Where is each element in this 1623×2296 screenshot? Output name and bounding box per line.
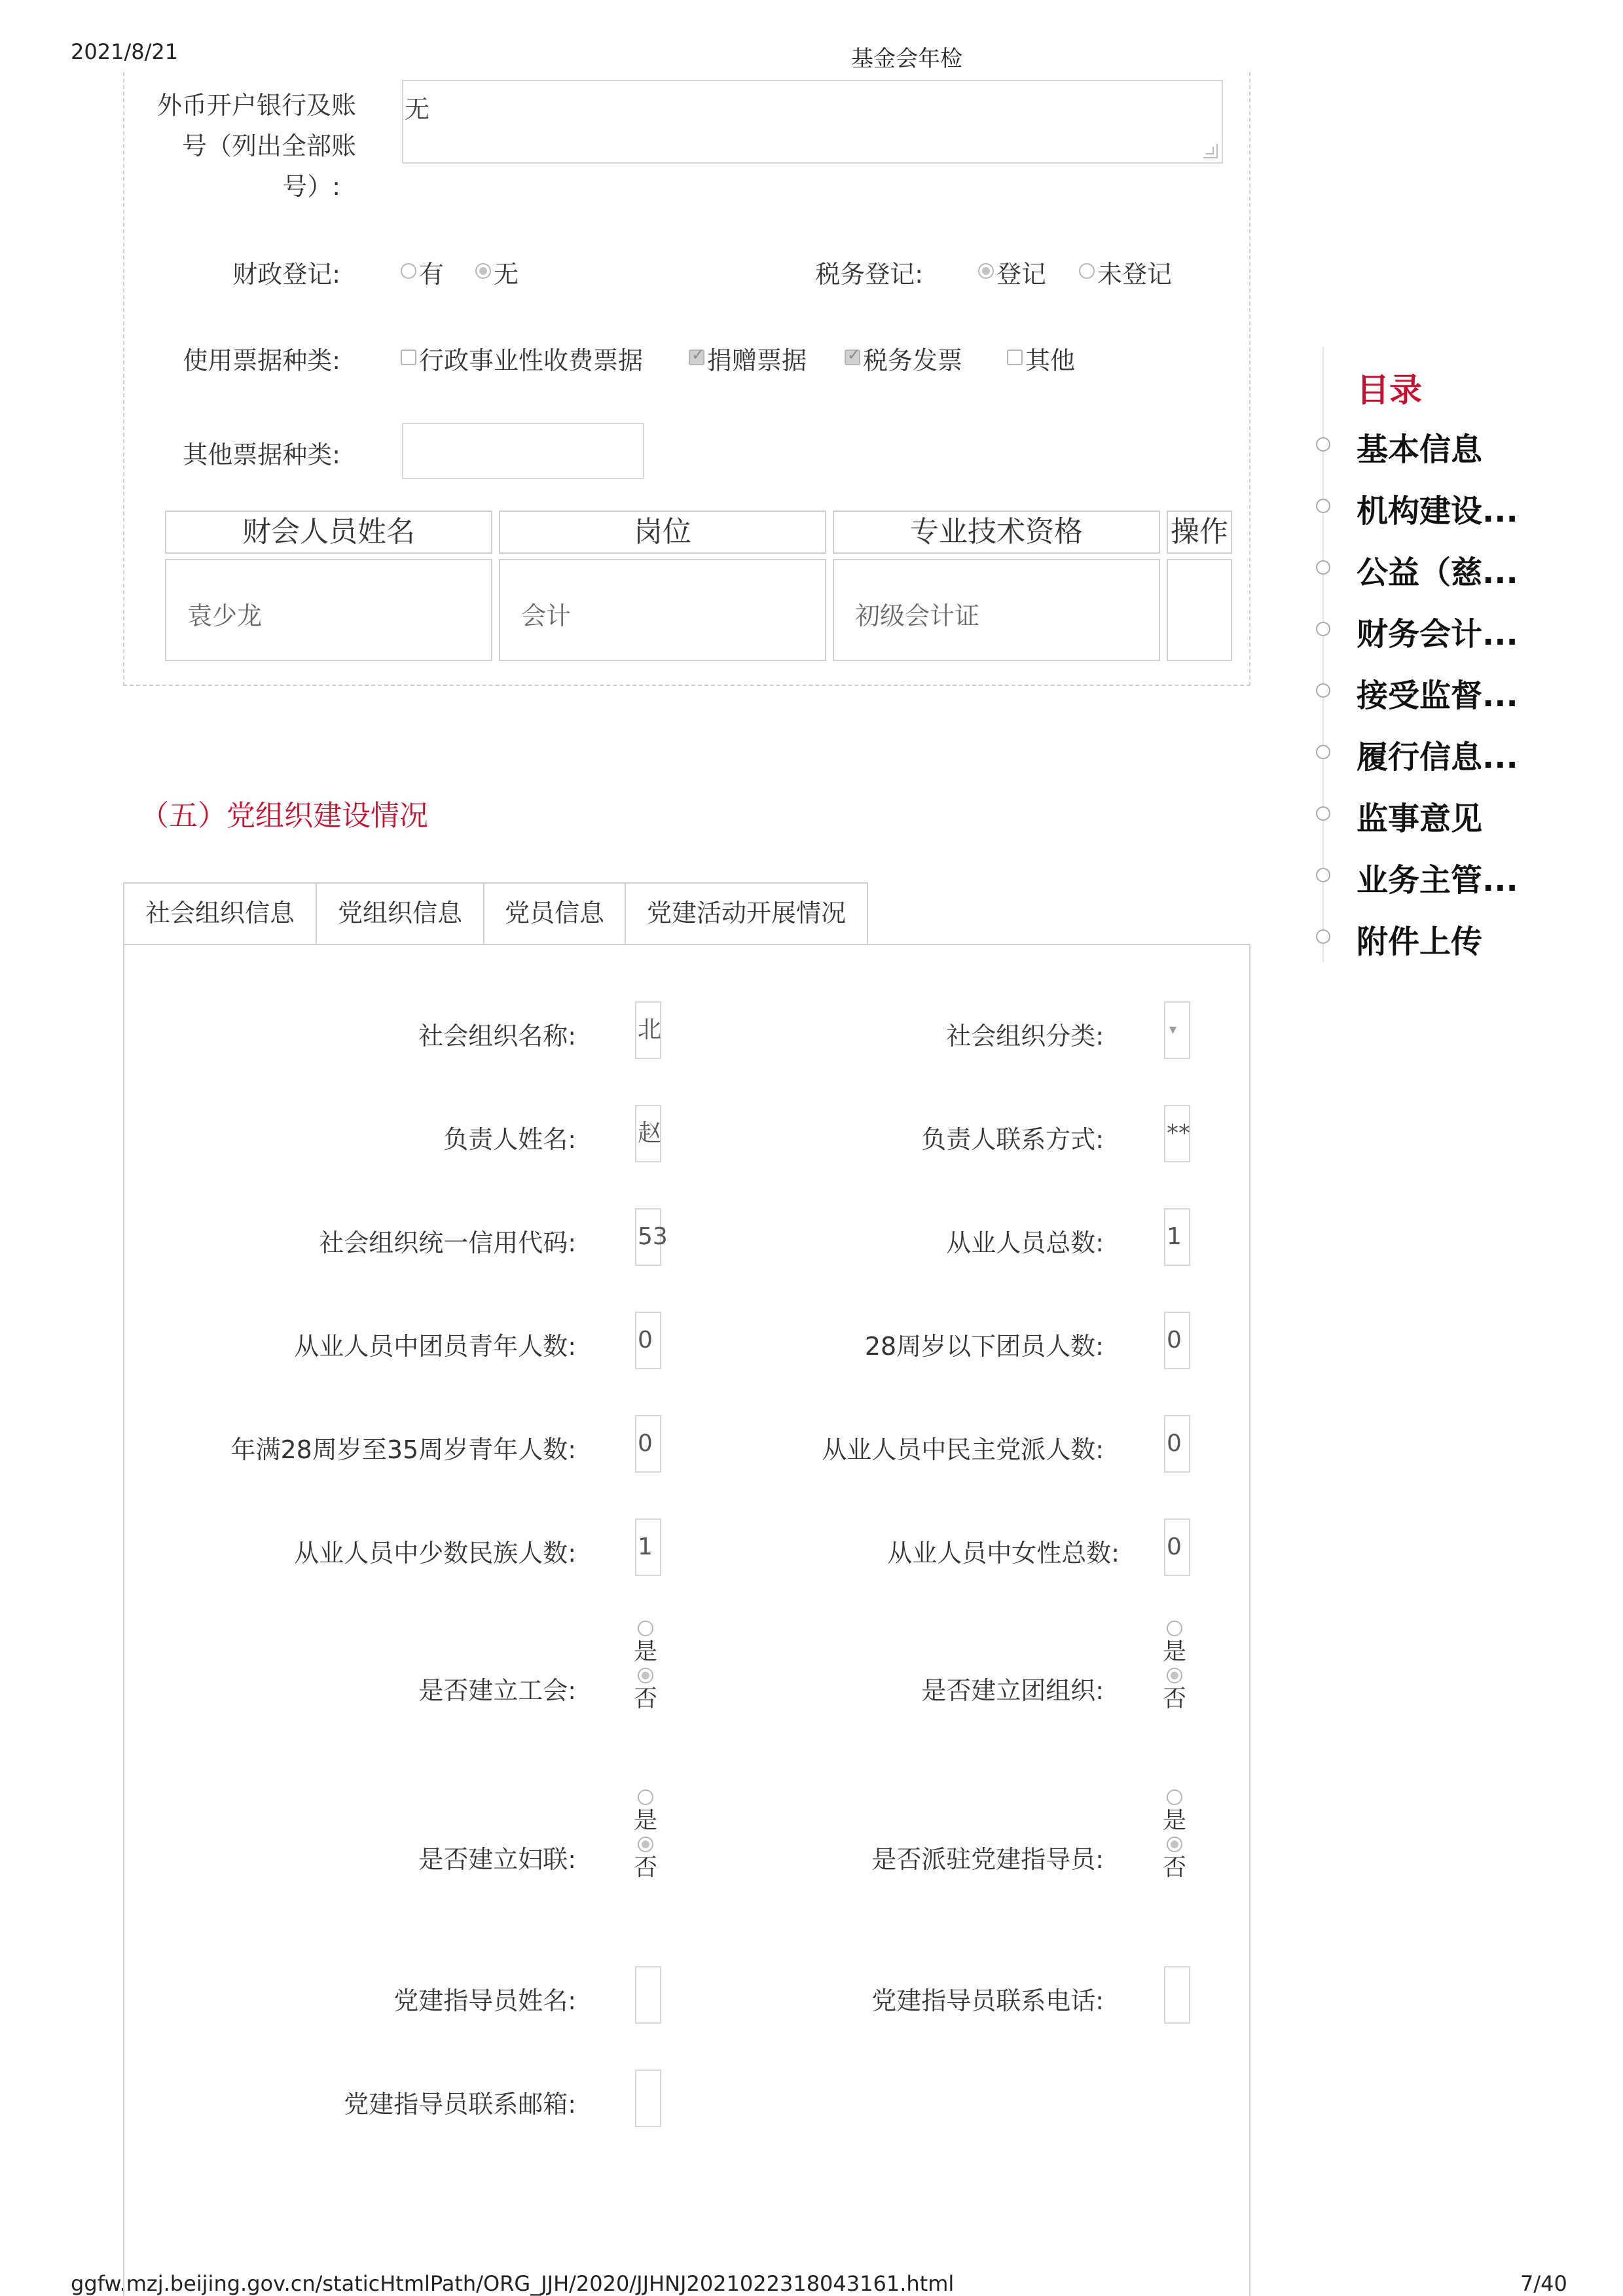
- league-youth-label: 从业人员中团员青年人数:: [294, 1332, 576, 1361]
- youth-28-35-value: 0: [638, 1430, 653, 1457]
- tax-reg-yes-radio[interactable]: [978, 263, 994, 279]
- league-org-yes-label: 是: [1162, 1638, 1186, 1665]
- union-yes-label: 是: [633, 1638, 657, 1665]
- accountant-name-value: 袁少龙: [187, 601, 263, 630]
- female-input[interactable]: [1164, 1518, 1190, 1576]
- tax-reg-label: 税务登记:: [815, 260, 923, 289]
- credit-code-value: 53: [638, 1223, 668, 1250]
- credit-code-input[interactable]: [635, 1208, 668, 1266]
- instructor-name-label: 党建指导员姓名:: [393, 1986, 576, 2015]
- table-header-operation: 操作: [1167, 511, 1232, 554]
- union-yes-radio[interactable]: [638, 1621, 653, 1636]
- foreign-bank-label-line1: 外币开户银行及账: [156, 91, 356, 120]
- league-org-no-radio[interactable]: [1167, 1668, 1182, 1683]
- toc-item-disclosure[interactable]: 履行信息...: [1357, 739, 1518, 776]
- women-fed-no-radio[interactable]: [638, 1837, 653, 1852]
- under28-value: 0: [1167, 1327, 1182, 1354]
- toc-bullet-icon: [1316, 560, 1330, 575]
- women-fed-radio-group: [631, 1789, 670, 1884]
- instructor-no-label: 否: [1162, 1854, 1186, 1881]
- toc-item-charity[interactable]: 公益（慈...: [1357, 554, 1518, 591]
- tab-social-org-info[interactable]: 社会组织信息: [123, 882, 317, 944]
- print-date: 2021/8/21: [71, 39, 179, 64]
- chevron-down-icon: ▾: [1169, 1022, 1177, 1038]
- table-cell-operation[interactable]: [1167, 559, 1232, 661]
- democratic-party-value: 0: [1167, 1430, 1182, 1457]
- league-org-no-label: 否: [1162, 1685, 1186, 1712]
- women-fed-yes-label: 是: [633, 1807, 657, 1834]
- org-category-select[interactable]: [1164, 1001, 1190, 1059]
- table-cell-accountant-name[interactable]: [165, 559, 492, 661]
- toc-item-finance[interactable]: 财务会计...: [1357, 616, 1518, 653]
- instructor-no-radio[interactable]: [1167, 1837, 1182, 1852]
- bill-admin-fee-checkbox[interactable]: [401, 350, 416, 365]
- bill-tax-invoice-label: 税务发票: [863, 346, 963, 375]
- minority-label: 从业人员中少数民族人数:: [294, 1539, 576, 1568]
- instructor-yes-label: 是: [1162, 1807, 1186, 1834]
- leader-contact-input[interactable]: [1164, 1105, 1190, 1162]
- instructor-name-input[interactable]: [635, 1966, 661, 2024]
- bill-other-label: 其他: [1025, 346, 1076, 375]
- minority-value: 1: [638, 1534, 653, 1560]
- fiscal-reg-yes-label: 有: [419, 260, 445, 289]
- print-url: ggfw.mzj.beijing.gov.cn/staticHtmlPath/ORG_JJH/2020/JJHNJ2021022318043161.html: [71, 2271, 955, 2296]
- other-bill-input[interactable]: [402, 423, 644, 479]
- leader-contact-value: **: [1167, 1120, 1190, 1147]
- toc-bullet-icon: [1316, 868, 1330, 882]
- youth-28-35-label: 年满28周岁至35周岁青年人数:: [230, 1435, 576, 1464]
- org-name-label: 社会组织名称:: [418, 1022, 576, 1050]
- foreign-bank-label-line2: 号（列出全部账: [181, 132, 356, 160]
- toc-bullet-icon: [1316, 806, 1330, 821]
- female-label: 从业人员中女性总数:: [887, 1539, 1120, 1568]
- toc-item-supervisor-opinion[interactable]: 监事意见: [1357, 800, 1483, 837]
- bill-tax-invoice-checkbox[interactable]: [845, 350, 860, 365]
- staff-total-value: 1: [1167, 1223, 1182, 1250]
- print-title: 基金会年检: [851, 46, 962, 72]
- table-header-position: 岗位: [499, 511, 826, 554]
- leader-contact-label: 负责人联系方式:: [921, 1125, 1104, 1154]
- toc-item-authority[interactable]: 业务主管...: [1357, 862, 1518, 899]
- credit-code-label: 社会组织统一信用代码:: [319, 1229, 576, 1257]
- toc-title: 目录: [1357, 371, 1422, 409]
- league-org-radio-group: [1160, 1621, 1199, 1715]
- league-youth-input[interactable]: [635, 1312, 661, 1369]
- foreign-bank-label-line3: 号）:: [282, 172, 340, 201]
- league-youth-value: 0: [638, 1327, 653, 1354]
- under28-input[interactable]: [1164, 1312, 1190, 1369]
- toc-bullet-icon: [1316, 437, 1330, 452]
- qualification-value: 初级会计证: [855, 601, 980, 630]
- bill-donation-label: 捐赠票据: [707, 346, 807, 375]
- table-cell-position[interactable]: [499, 559, 826, 661]
- toc-item-basic-info[interactable]: 基本信息: [1357, 431, 1483, 468]
- tab-party-member-info[interactable]: 党员信息: [483, 882, 626, 944]
- tax-reg-yes-label: 登记: [996, 260, 1047, 289]
- foreign-bank-value: 无: [405, 95, 430, 124]
- org-name-input[interactable]: [635, 1001, 661, 1059]
- fiscal-reg-no-radio[interactable]: [475, 263, 491, 279]
- toc-item-supervision[interactable]: 接受监督...: [1357, 677, 1518, 714]
- table-cell-qualification[interactable]: [833, 559, 1160, 661]
- fiscal-reg-no-label: 无: [494, 260, 519, 289]
- union-no-radio[interactable]: [638, 1668, 653, 1683]
- youth-28-35-input[interactable]: [635, 1415, 661, 1473]
- party-section-title: （五）党组织建设情况: [140, 799, 428, 833]
- fiscal-reg-yes-radio[interactable]: [401, 263, 416, 279]
- bill-donation-checkbox[interactable]: [689, 350, 704, 365]
- leader-name-value: 赵: [638, 1120, 662, 1147]
- toc-item-attachments[interactable]: 附件上传: [1357, 924, 1483, 960]
- tab-party-org-info[interactable]: 党组织信息: [316, 882, 484, 944]
- union-radio-group: [631, 1621, 670, 1715]
- leader-name-input[interactable]: [635, 1105, 661, 1162]
- minority-input[interactable]: [635, 1518, 661, 1576]
- toc-bullet-icon: [1316, 683, 1330, 698]
- tab-party-activities[interactable]: 党建活动开展情况: [625, 882, 868, 944]
- toc-bullet-icon: [1316, 929, 1330, 944]
- tax-reg-no-radio[interactable]: [1079, 263, 1095, 279]
- women-fed-yes-radio[interactable]: [638, 1789, 653, 1805]
- toc-bullet-icon: [1316, 499, 1330, 513]
- bill-other-checkbox[interactable]: [1007, 350, 1023, 365]
- leader-name-label: 负责人姓名:: [443, 1125, 576, 1154]
- instructor-email-input[interactable]: [635, 2070, 661, 2127]
- league-org-yes-radio[interactable]: [1167, 1621, 1182, 1636]
- position-value: 会计: [521, 601, 572, 630]
- women-fed-no-label: 否: [633, 1854, 657, 1881]
- org-name-value: 北: [638, 1016, 662, 1043]
- table-header-accountant-name: 财会人员姓名: [165, 511, 492, 554]
- tax-reg-no-label: 未登记: [1097, 260, 1173, 289]
- staff-total-label: 从业人员总数:: [946, 1229, 1104, 1257]
- under28-label: 28周岁以下团员人数:: [864, 1332, 1104, 1361]
- org-category-label: 社会组织分类:: [946, 1022, 1104, 1050]
- league-org-label: 是否建立团组织:: [921, 1676, 1104, 1705]
- democratic-party-label: 从业人员中民主党派人数:: [822, 1435, 1104, 1464]
- print-page-number: 7/40: [1520, 2271, 1567, 2296]
- instructor-radio-group: [1160, 1789, 1199, 1884]
- bill-admin-fee-label: 行政事业性收费票据: [419, 346, 644, 375]
- instructor-label: 是否派驻党建指导员:: [871, 1845, 1104, 1874]
- toc-bullet-icon: [1316, 745, 1330, 759]
- democratic-party-input[interactable]: [1164, 1415, 1190, 1473]
- union-label: 是否建立工会:: [418, 1676, 576, 1705]
- union-no-label: 否: [633, 1685, 657, 1712]
- foreign-bank-textarea[interactable]: [402, 80, 1223, 164]
- female-value: 0: [1167, 1534, 1182, 1560]
- bill-types-label: 使用票据种类:: [183, 346, 340, 375]
- instructor-email-label: 党建指导员联系邮箱:: [344, 2090, 576, 2119]
- instructor-phone-input[interactable]: [1164, 1966, 1190, 2024]
- instructor-phone-label: 党建指导员联系电话:: [871, 1986, 1104, 2015]
- toc-bullet-icon: [1316, 622, 1330, 636]
- other-bill-label: 其他票据种类:: [183, 440, 340, 469]
- resize-handle-icon[interactable]: [1203, 144, 1218, 158]
- staff-total-input[interactable]: [1164, 1208, 1190, 1266]
- toc-item-org-building[interactable]: 机构建设...: [1357, 493, 1518, 529]
- women-fed-label: 是否建立妇联:: [418, 1845, 576, 1874]
- table-header-qualification: 专业技术资格: [833, 511, 1160, 554]
- fiscal-reg-label: 财政登记:: [232, 260, 340, 289]
- instructor-yes-radio[interactable]: [1167, 1789, 1182, 1805]
